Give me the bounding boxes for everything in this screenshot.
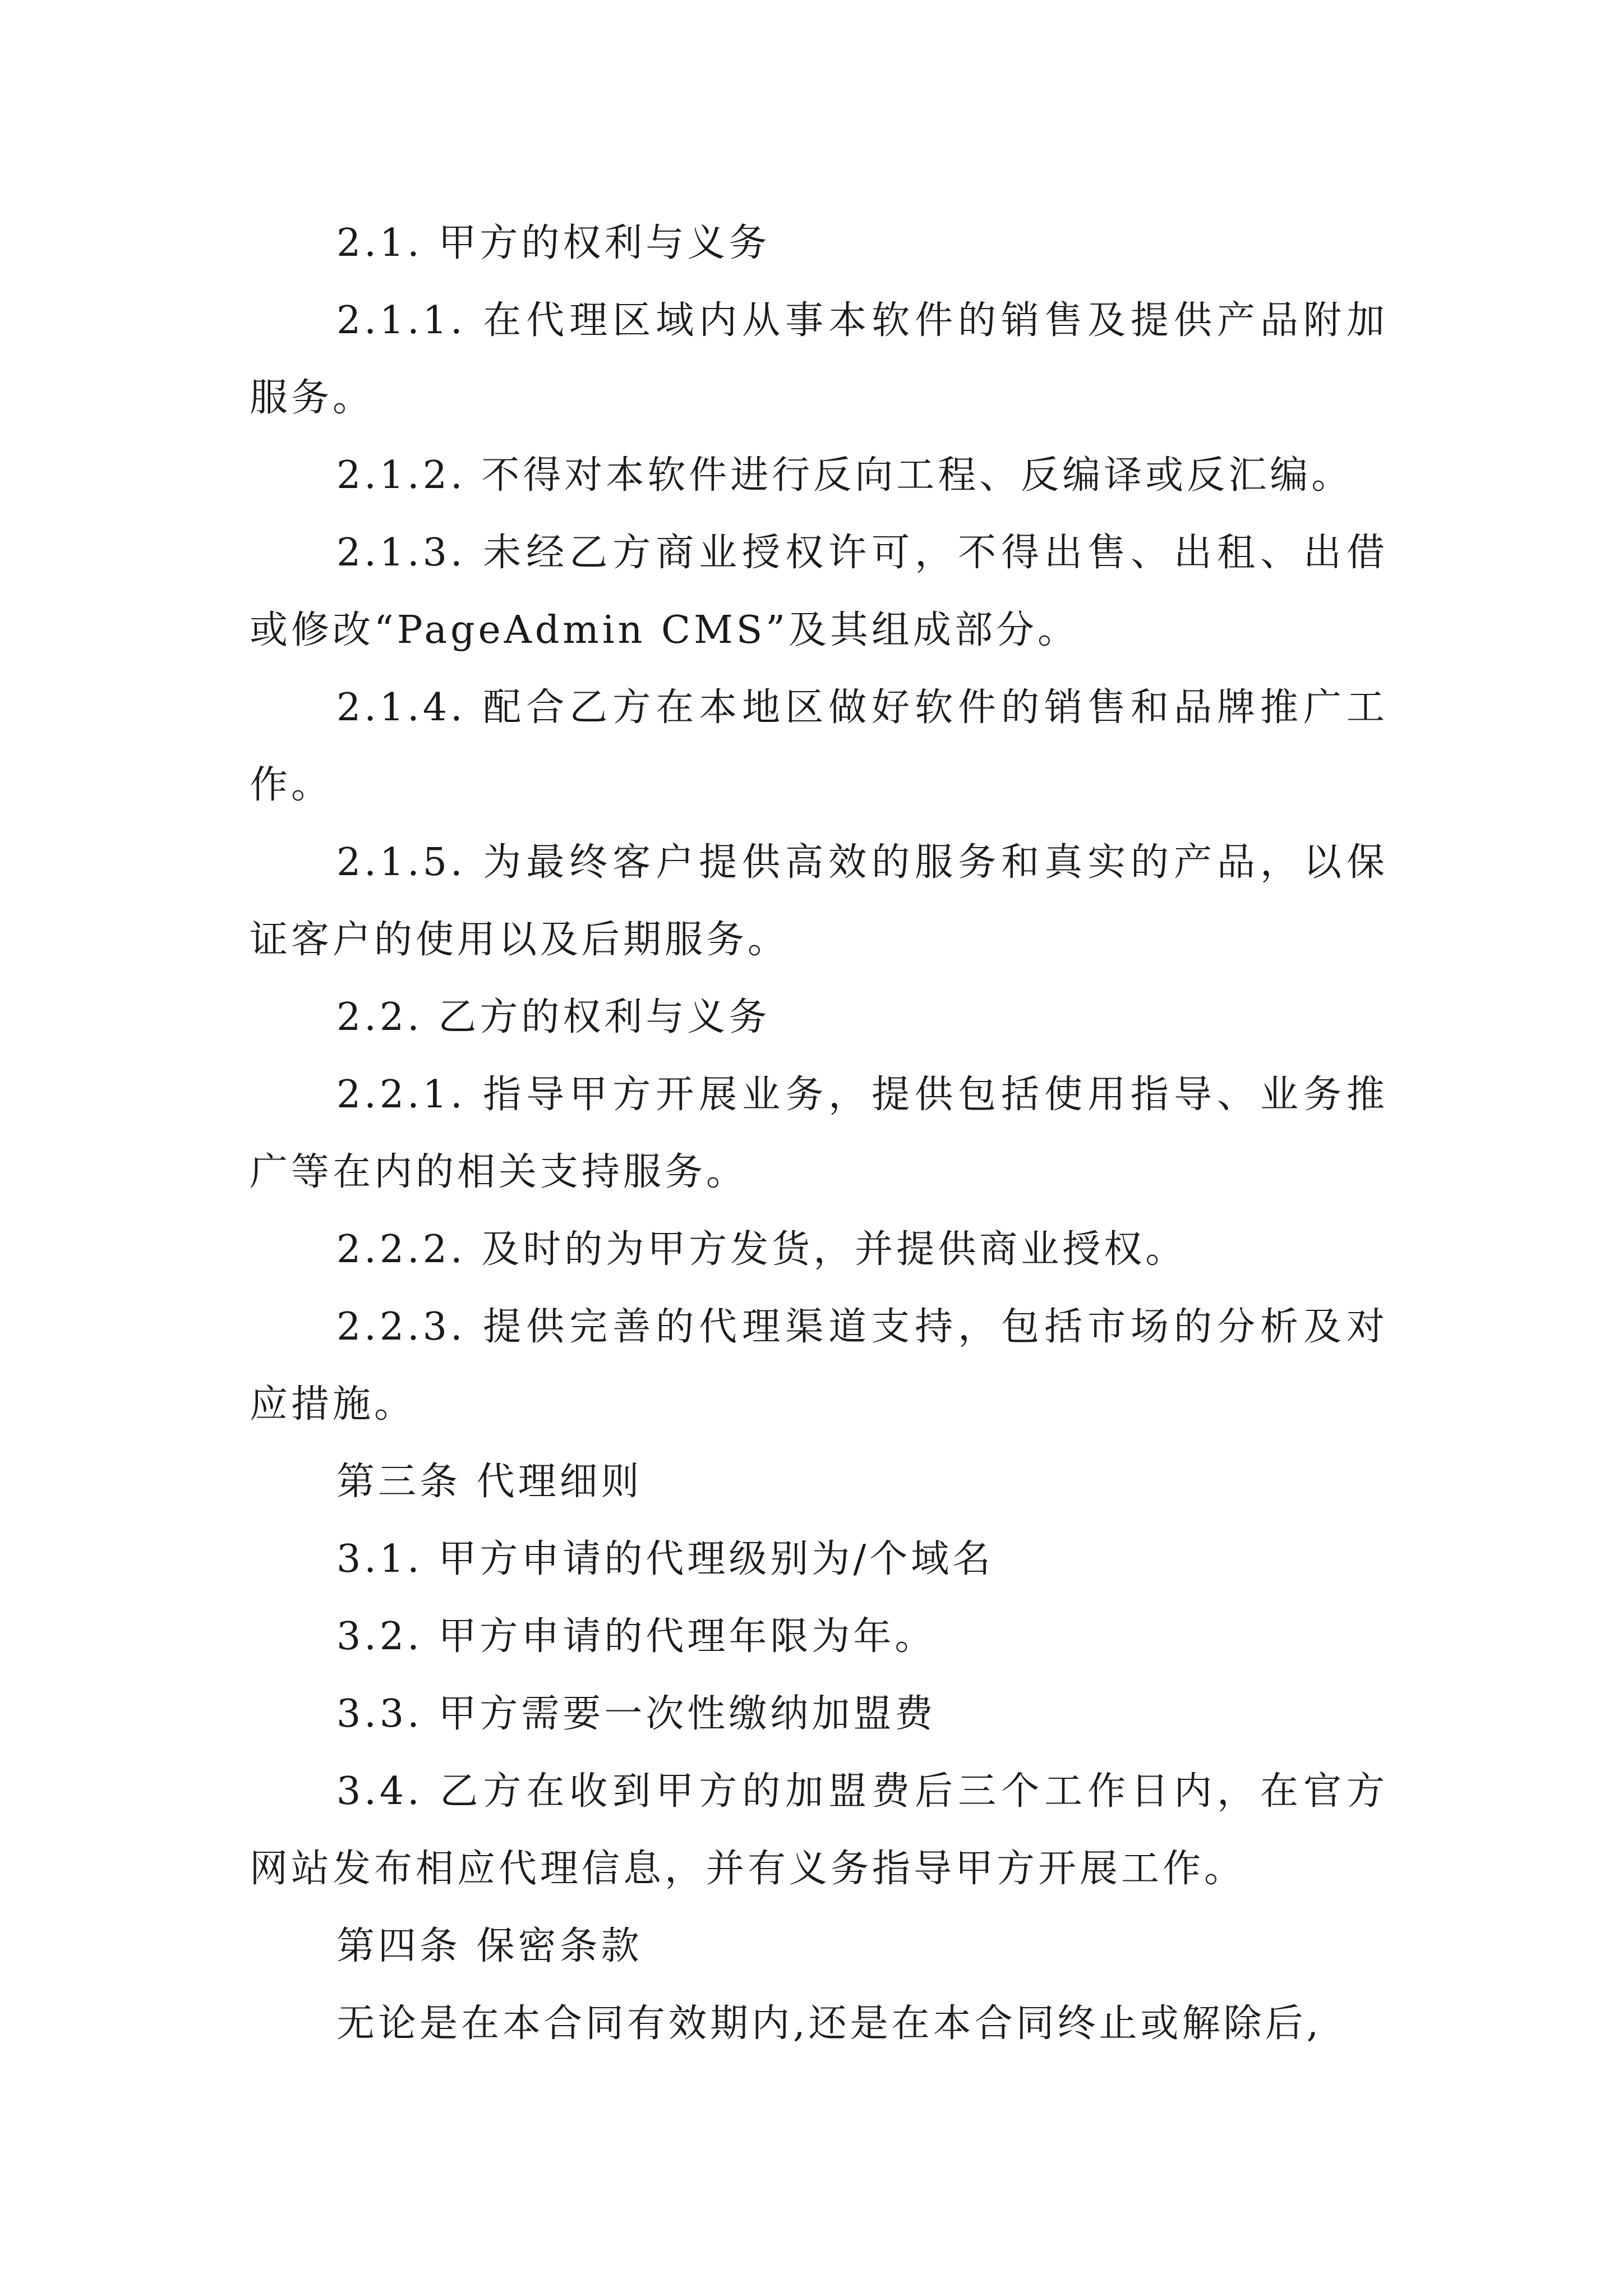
clause-paragraph: 2.1.3. 未经乙方商业授权许可，不得出售、出租、出借或修改“PageAdmin CMS”及其组成部分。 [250,531,1388,652]
section-heading: 2.1. 甲方的权利与义务 [336,221,771,265]
clause-paragraph: 3.2. 甲方申请的代理年限为年。 [336,1614,937,1659]
clause-paragraph: 2.1.5. 为最终客户提供高效的服务和真实的产品，以保证客户的使用以及后期服务。 [250,840,1388,962]
article-heading: 第三条 代理细则 [336,1460,643,1504]
clause-paragraph: 2.2.3. 提供完善的代理渠道支持，包括市场的分析及对应措施。 [250,1305,1388,1427]
article-heading: 第四条 保密条款 [336,1924,643,1968]
clause-paragraph: 3.3. 甲方需要一次性缴纳加盟费 [336,1692,937,1736]
clause-paragraph: 3.1. 甲方申请的代理级别为/个域名 [336,1537,994,1581]
clause-paragraph: 2.1.1. 在代理区域内从事本软件的销售及提供产品附加服务。 [250,298,1388,420]
clause-paragraph: 无论是在本合同有效期内,还是在本合同终止或解除后, [336,2001,1322,2046]
section-heading: 2.2. 乙方的权利与义务 [336,995,771,1039]
clause-paragraph: 3.4. 乙方在收到甲方的加盟费后三个工作日内，在官方网站发布相应代理信息，并有义务指导甲方开展工作。 [250,1769,1388,1891]
document-body [250,205,1388,2063]
clause-paragraph: 2.2.1. 指导甲方开展业务，提供包括使用指导、业务推广等在内的相关支持服务。 [250,1073,1388,1194]
clause-paragraph: 2.1.4. 配合乙方在本地区做好软件的销售和品牌推广工作。 [250,685,1388,807]
clause-paragraph: 2.2.2. 及时的为甲方发货，并提供商业授权。 [336,1227,1187,1272]
clause-paragraph: 2.1.2. 不得对本软件进行反向工程、反编译或反汇编。 [336,453,1353,498]
